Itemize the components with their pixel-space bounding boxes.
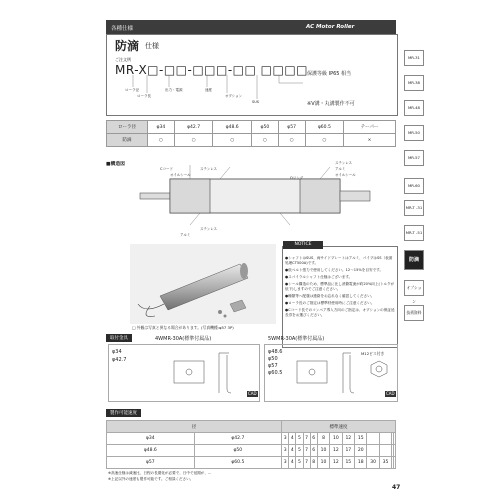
cad-badge: CAD (386, 391, 395, 396)
page-subtitle: 仕様 (145, 42, 159, 50)
speed-cell (394, 433, 396, 445)
size-label: φ50 (268, 356, 278, 362)
notice-item: ●低ベルト張力で使用してください。12～15%を目安です。 (285, 268, 384, 272)
speed-cell: 7 (303, 457, 310, 469)
part-label: Cコード (160, 167, 173, 171)
speed-header-right: 標準速度 (282, 421, 396, 433)
part-label: ステンレス (335, 161, 353, 165)
spec-col: φ57 (278, 121, 305, 134)
spec-col: φ50 (251, 121, 278, 134)
notice-item: ●種類等へ配慮は連絡をお忘れなく確認してください。 (285, 294, 375, 298)
notice-item: ●ローラ長のご指定は標準材使用時にご注意ください。 (285, 301, 375, 305)
bracket-extra: M12ビス付き (361, 351, 385, 356)
bracket-right-box (264, 344, 398, 402)
speed-footnote: ※高速仕様は減速比、日程の長期化が必要で、日中で延期が、... (108, 471, 212, 475)
size-label: φ48.6 (268, 349, 283, 355)
spec-col: φ48.6 (213, 121, 252, 134)
speed-cell: 10 (317, 457, 329, 469)
spec-mark: × (344, 134, 396, 147)
speed-cell: 4 (289, 445, 296, 457)
note-roller-dia: ローラ径 (125, 88, 139, 92)
sidetab-mrt51[interactable]: MR-T -51 (404, 225, 424, 241)
bracket-right-title: 5WMR-30A(標準付属品) (268, 336, 325, 342)
spec-note-2: ※V溝・丸溝製作不可 (307, 101, 355, 107)
spec-col: φ60.5 (305, 121, 344, 134)
speed-cell: 12 (330, 457, 342, 469)
speed-cell: 30 (367, 457, 379, 469)
speed-cell: 10 (317, 445, 329, 457)
notice-item: ●Cコード長でのコンベア導入方向のご指定は、オプションの保証延長券をお選びください。 (285, 308, 395, 317)
speed-header-left: 径 (107, 421, 282, 433)
speed-cell: 35 (379, 457, 391, 469)
structure-label: ■構造図 (106, 162, 125, 167)
speed-cell: 18 (355, 457, 367, 469)
table-row (107, 445, 396, 457)
speed-cell: φ34 (107, 433, 195, 445)
sidetab-mr60[interactable]: MR-60 (404, 178, 424, 194)
part-label: オイルシール (335, 173, 356, 177)
page-title: 防滴 (115, 39, 140, 53)
spec-table (106, 120, 396, 147)
speed-cell: φ48.6 (107, 445, 195, 457)
header-category: 各種仕様 (111, 26, 134, 32)
spec-mark: ○ (305, 134, 344, 147)
table-row (107, 457, 396, 469)
speed-cell: 5 (296, 457, 303, 469)
size-label: φ34 (112, 349, 122, 355)
note-speed: 速度 (205, 88, 212, 92)
part-label: アルミ (335, 167, 346, 171)
speed-cell: 4 (289, 457, 296, 469)
order-label: ご注文例 (115, 57, 131, 62)
speed-cell: 5 (296, 433, 303, 445)
sidetab-tech[interactable]: 技術資料 (404, 305, 424, 321)
roller-photo-icon (130, 244, 276, 324)
notice-item: ●スパイラルシャフト仕様はございます。 (285, 275, 353, 279)
spec-mark: ○ (278, 134, 305, 147)
speed-cell: 15 (342, 457, 354, 469)
spec-row2-label: 防滴 (107, 134, 148, 147)
notice-item: ●シャフトはSUS、両サイドプレートはアルミ、パイプはSS（表面処理CT500A)です。 (285, 256, 393, 265)
page-number: 47 (392, 484, 401, 491)
spec-mark: ○ (251, 134, 278, 147)
size-label: φ42.7 (112, 357, 127, 363)
speed-cell: 15 (355, 433, 367, 445)
speed-cell: 12 (342, 433, 354, 445)
spec-mark: ○ (213, 134, 252, 147)
speed-cell: φ57 (107, 457, 195, 469)
speed-cell: φ60.5 (194, 457, 282, 469)
speed-cell (367, 433, 379, 445)
header-brand: AC Motor Roller (306, 24, 355, 30)
sidetab-mr50[interactable]: MR-50 (404, 125, 424, 141)
spec-mark: ○ (148, 134, 175, 147)
sidetab-option[interactable]: オプション (404, 280, 424, 296)
speed-cell: 3 (282, 433, 289, 445)
sidetab-mr38[interactable]: MR-38 (404, 75, 424, 91)
photo-caption: □ 外観は写真と異なる場合があります。(写真機種:φ57 3P) (132, 325, 234, 330)
bracket-left-box (108, 344, 260, 402)
speed-table-label: 製作可能速度 (106, 409, 141, 417)
speed-cell: 7 (303, 433, 310, 445)
speed-cell (394, 457, 396, 469)
title-box (106, 34, 398, 116)
sidetab-mr57[interactable]: MR-57 (404, 150, 424, 166)
spec-row1-label: ローラ径 (107, 121, 148, 134)
speed-cell: 5 (296, 445, 303, 457)
speed-cell: 8 (310, 457, 317, 469)
speed-table (106, 420, 396, 469)
leader-lines (107, 35, 397, 115)
speed-cell: 10 (330, 433, 342, 445)
note-output: 出力・電源 (165, 88, 183, 92)
sidetab-mrt31[interactable]: MR-T -31 (404, 200, 424, 216)
speed-cell (379, 433, 391, 445)
speed-cell (367, 445, 379, 457)
notice-list (285, 256, 395, 320)
speed-cell: 3 (282, 445, 289, 457)
table-row (107, 433, 396, 445)
spec-col: φ42.7 (174, 121, 213, 134)
speed-cell: 6 (310, 445, 317, 457)
bracket-drawing-left (169, 349, 254, 397)
model-code: MR-X□-□□-□□□-□□ □□□□ (115, 63, 309, 77)
speed-cell: 7 (303, 445, 310, 457)
notice-item: ●シール構造のため、標準品に比し消費電流が約20%向上(トルクが低下)しますのでご注意ください。 (285, 282, 395, 291)
note-roller-len: ローラ長 (137, 94, 151, 98)
size-label: φ57 (268, 363, 278, 369)
bracket-label: 取付金具 (106, 334, 132, 342)
part-label: Oリング (290, 176, 304, 180)
sidetab-mr31[interactable]: MR-31 (404, 50, 424, 66)
speed-cell: 8 (317, 433, 329, 445)
sidetab-mr48[interactable]: MR-48 (404, 100, 424, 116)
note-options: オプション (225, 94, 243, 98)
speed-cell: φ50 (194, 445, 282, 457)
speed-cell: 12 (330, 445, 342, 457)
spec-mark: ○ (174, 134, 213, 147)
bracket-left-title: 4WMR-30A(標準付属品) (155, 336, 212, 342)
sidetab-bouteki[interactable]: 防滴 (404, 250, 424, 270)
speed-cell: 17 (342, 445, 354, 457)
part-label: オイルシール (170, 173, 191, 177)
header-bar (106, 20, 396, 34)
speed-cell (394, 445, 396, 457)
spec-note: 保護等級 IP65 相当 (307, 71, 352, 77)
part-label: ステンレス (200, 227, 218, 231)
part-label: ステンレス (200, 167, 218, 171)
spec-col: テーパー (344, 121, 396, 134)
part-label: アルミ (180, 233, 191, 237)
bracket-drawing-right (295, 349, 391, 397)
size-label: φ60.5 (268, 370, 283, 376)
speed-cell (379, 445, 391, 457)
speed-cell: 20 (355, 445, 367, 457)
speed-cell: 4 (289, 433, 296, 445)
notice-title: NOTICE (283, 241, 323, 249)
note-sus: SUS (252, 100, 260, 104)
speed-cell: 3 (282, 457, 289, 469)
speed-footnote: ※上記以外の速度も製作可能です。ご相談ください。 (108, 477, 194, 481)
speed-cell: 6 (310, 433, 317, 445)
product-photo (130, 244, 276, 324)
cad-badge: CAD (248, 391, 257, 396)
speed-cell: φ42.7 (194, 433, 282, 445)
spec-col: φ34 (148, 121, 175, 134)
